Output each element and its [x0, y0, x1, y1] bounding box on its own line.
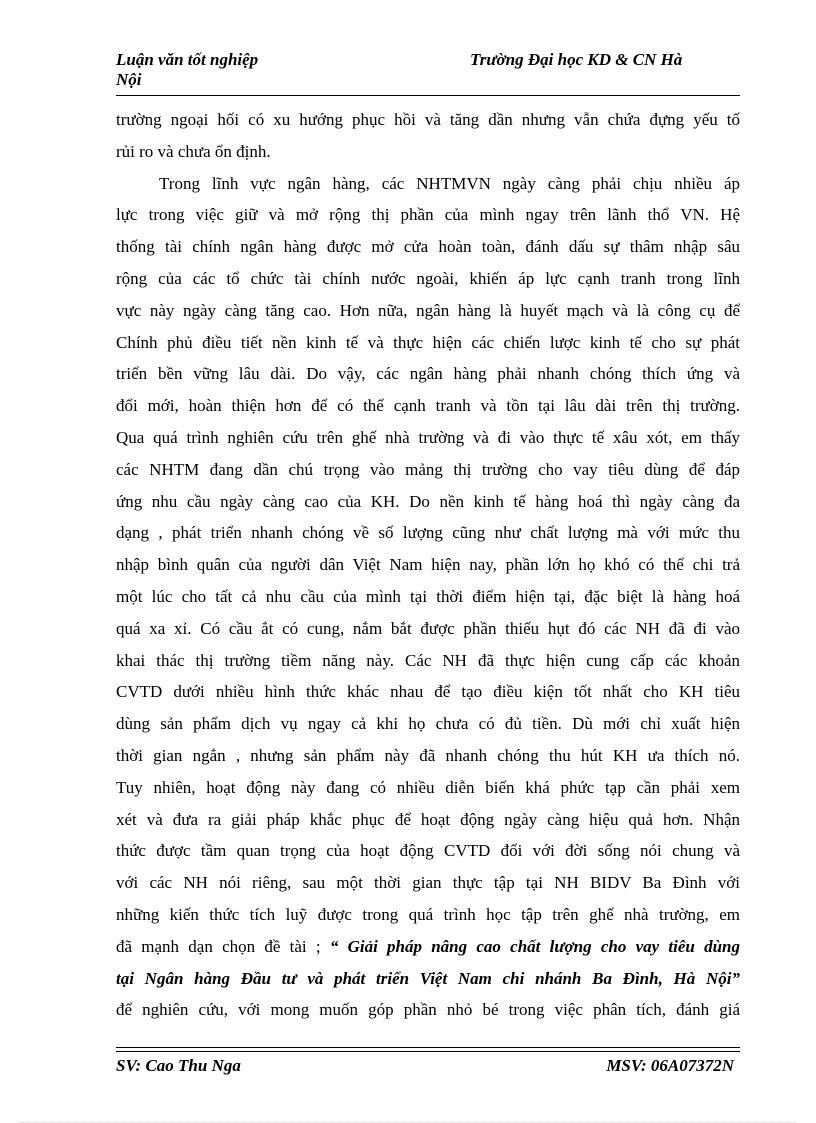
text-line: thời gian ngắn , nhưng sản phẩm này đã nhanh chóng thu hút KH ưa thích nó.: [116, 745, 740, 765]
text-line: Qua quá trình nghiên cứu trên ghế nhà trường và đi vào thực tế xâu xót, em thấy: [116, 427, 740, 447]
text-line: rộng của các tổ chức tài chính nước ngoài, khiến áp lực cạnh tranh trong lĩnh: [116, 268, 740, 288]
text-line: xét và đưa ra giải pháp khắc phục để hoạt động ngày càng hiệu quả hơn. Nhận: [116, 809, 740, 829]
text-line: nhập bình quân của người dân Việt Nam hiện nay, phần lớn họ khó có thể chi trả: [116, 555, 740, 575]
text-line: Chính phủ điều tiết nền kinh tế và thực hiện các chiến lược kinh tế cho sự phát: [116, 332, 740, 352]
footer-rule-bottom: [116, 1051, 740, 1052]
text-line: thức được tầm quan trọng của hoạt động CVTD đối với đời sống nói chung và: [116, 841, 740, 861]
header-thesis-label: Luận văn tốt nghiệp: [116, 50, 259, 69]
text-line: Tuy nhiên, hoạt động này đang có nhiều diễn biến khá phức tạp cần phải xem: [116, 777, 740, 797]
text-line: trường ngoại hối có xu hướng phục hồi và tăng dần nhưng vẫn chứa đựng yếu tố: [116, 110, 740, 129]
text-line: dùng sản phẩm dịch vụ ngay cả khi họ chưa có đủ tiền. Dù mới chỉ xuất hiện: [116, 714, 740, 734]
text-line: triển bền vững lâu dài. Do vậy, các ngân hàng phải nhanh chóng thích ứng và: [116, 364, 740, 384]
text-line: thống tài chính ngân hàng được mở cửa hoàn toàn, đánh dấu sự thâm nhập sâu: [116, 237, 740, 257]
text-line: khai thác thị trường tiềm năng này. Các NH đã thực hiện cung cấp các khoản: [116, 650, 740, 670]
text-line: đổi mới, hoàn thiện hơn để có thể cạnh tranh và tồn tại lâu dài trên thị trường.: [116, 396, 740, 416]
header-university-name: Trường Đại học KD & CN Hà: [470, 50, 683, 69]
text-line: Trong lĩnh vực ngân hàng, các NHTMVN ngày càng phải chịu nhiều áp: [159, 173, 740, 193]
footer-student-id: MSV: 06A07372N: [606, 1056, 734, 1075]
text-line: vực này ngày càng tăng cao. Hơn nữa, ngân hàng là huyết mạch và là công cụ để: [116, 300, 740, 320]
text-line: quá xa xỉ. Có cầu ắt có cung, nắm bắt được phần thiếu hụt đó các NH đã đi vào: [116, 618, 740, 638]
text-line: lực trong việc giữ và mở rộng thị phần của mình ngay trên lãnh thổ VN. Hệ: [116, 205, 740, 225]
footer-rule-top: [116, 1047, 740, 1048]
thesis-topic-title-cont: tại Ngân hàng Đầu tư và phát triển Việt Nam chi nhánh Ba Đình, Hà Nội”: [116, 968, 740, 988]
text-line: ứng nhu cầu ngày càng cao của KH. Do nền kinh tế hàng hoá thì ngày càng đa: [116, 491, 740, 511]
text-line: dạng , phát triển nhanh chóng về số lượng cũng như chất lượng mà với mức thu: [116, 523, 740, 543]
text-line: CVTD dưới nhiều hình thức khác nhau để tạo điều kiện tốt nhất cho KH tiêu: [116, 682, 740, 702]
text-line: những kiến thức tích luỹ được trong quá trình học tập trên ghế nhà trường, em: [116, 904, 740, 924]
text-line: với các NH nói riêng, sau một thời gian thực tập tại NH BIDV Ba Đình với: [116, 873, 740, 893]
thesis-topic-title: “ Giải pháp nâng cao chất lượng cho vay tiêu dùng: [329, 936, 740, 956]
header-rule: [116, 95, 740, 96]
text-line: rủi ro và chưa ổn định.: [116, 141, 271, 161]
text-line-topic: [116, 931, 740, 963]
header-university-name-cont: Nội: [116, 70, 142, 89]
text-line: để nghiên cứu, với mong muốn góp phần nhỏ bé trong việc phân tích, đánh giá: [116, 1000, 740, 1020]
text-line: một lúc cho tất cả nhu cầu của mình tại thời điểm hiện tại, đặc biệt là hàng hoá: [116, 586, 740, 606]
text-line: các NHTM đang dần chú trọng vào mảng thị trường cho vay tiêu dùng để đáp: [116, 459, 740, 479]
topic-intro: đã mạnh dạn chọn đề tài ;: [116, 936, 330, 956]
footer-student-name: SV: Cao Thu Nga: [116, 1056, 241, 1075]
body-text: [116, 104, 740, 1026]
